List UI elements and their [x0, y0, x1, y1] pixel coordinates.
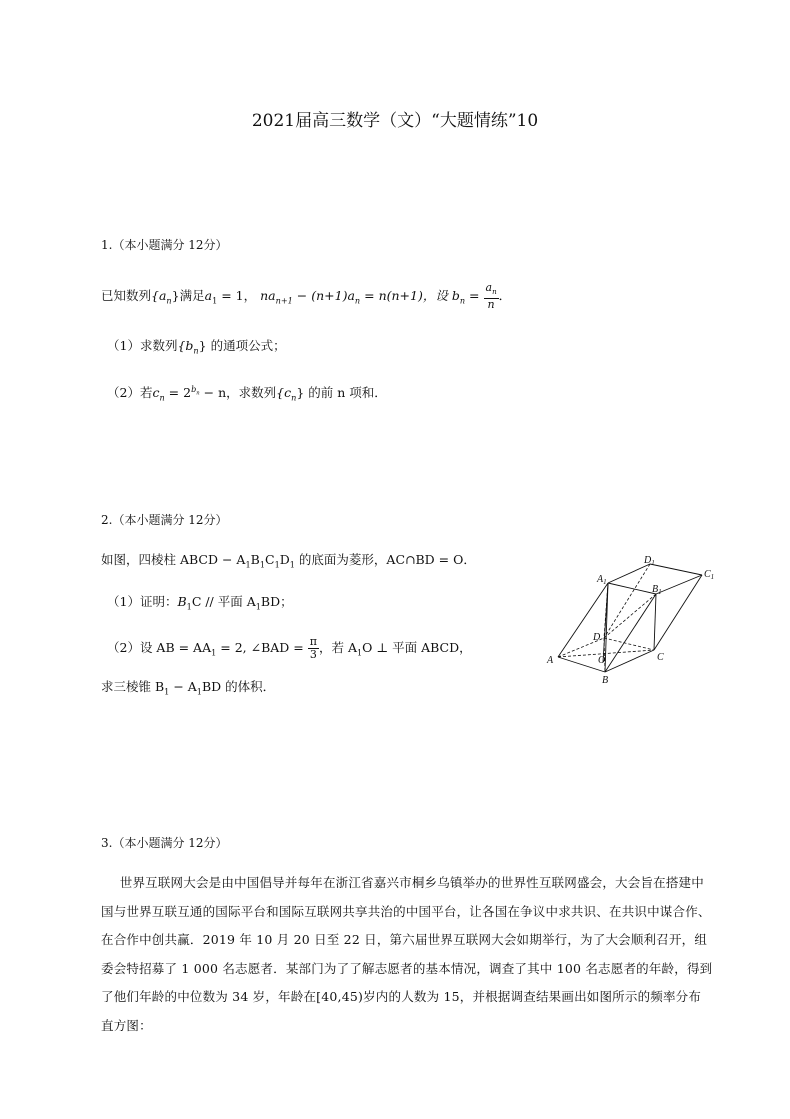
- prism-figure: [540, 552, 730, 687]
- label-c1: $C_1$: [704, 569, 715, 581]
- problem-1-part-2: （2）若$c_n = 2^{b_n} - n$，求数列$\{c_n\}$ 的前 n 项和．: [107, 383, 387, 403]
- problem-2-part-1: （1）证明：$B_1C$ // 平面 $A_1BD$；: [107, 594, 293, 612]
- problem-1-given: 已知数列$\{a_n\}$满足$a_1 = 1$， $na_{n+1} - (n+1)a_n = n(n+1)$，设 $b_n$ = $\frac{a_n}{n}$ ．: [101, 281, 512, 312]
- fraction-an-over-n: $\frac{a_n}{n}$: [485, 281, 497, 312]
- problem-2-header: 2.（本小题满分 12分）: [101, 513, 228, 527]
- label-a: A: [547, 655, 554, 666]
- problem-3-paragraph: 世界互联网大会是由中国倡导并每年在浙江省嘉兴市桐乡乌镇举办的世界性互联网盛会，大会旨在搭建中国与世界互联互通的国际平台和国际互联网共享共治的中国平台，让各国在争议中求共识、在共识中谋合作、在合作中创共赢．2019 年 10 月 20 日至 22 日，第六届世界互联网大会如期举行，为了大会顺利召开，组委会特招募了 1 000 名志愿者．某部门为了了解志愿者的基本情况，调查了其中 100 名志愿者的年龄，得到了他们年龄的中位数为 34 岁，年龄在[40,45)岁内的人数为 15，并根据调查结果画出如图所示的频率分布直方图：: [101, 875, 713, 1033]
- page-title: 2021届高三数学（文）“大题情练”10: [251, 111, 539, 131]
- label-a1: $A_1$: [597, 574, 607, 586]
- label-b1: $B_1$: [652, 584, 662, 596]
- label-c: C: [657, 652, 664, 663]
- problem-2-intro: 如图，四棱柱 ABCD − $A_1B_1C_1D_1$ 的底面为菱形，AC∩BD = O．: [101, 552, 476, 570]
- problem-2-part-2: （2）设 AB = $AA_1 = 2$, ∠BAD = $\frac{\pi}{3}$ ，若 $A_1O$ ⊥ 平面 ABCD，: [107, 635, 472, 661]
- label-o: O: [598, 655, 606, 666]
- problem-3-header: 3.（本小题满分 12分）: [101, 836, 228, 850]
- label-d: D: [593, 632, 601, 643]
- problem-1-header: 1.（本小题满分 12分）: [101, 238, 228, 252]
- label-d1: $D_1$: [644, 555, 655, 567]
- fraction-pi-over-3: $\frac{\pi}{3}$: [309, 635, 317, 661]
- label-b: B: [602, 675, 609, 686]
- problem-1-part-1: （1）求数列$\{b_n\}$ 的通项公式；: [107, 338, 286, 356]
- problem-2-part-2-line-2: 求三棱锥 $B_1 - A_1BD$ 的体积．: [101, 679, 276, 697]
